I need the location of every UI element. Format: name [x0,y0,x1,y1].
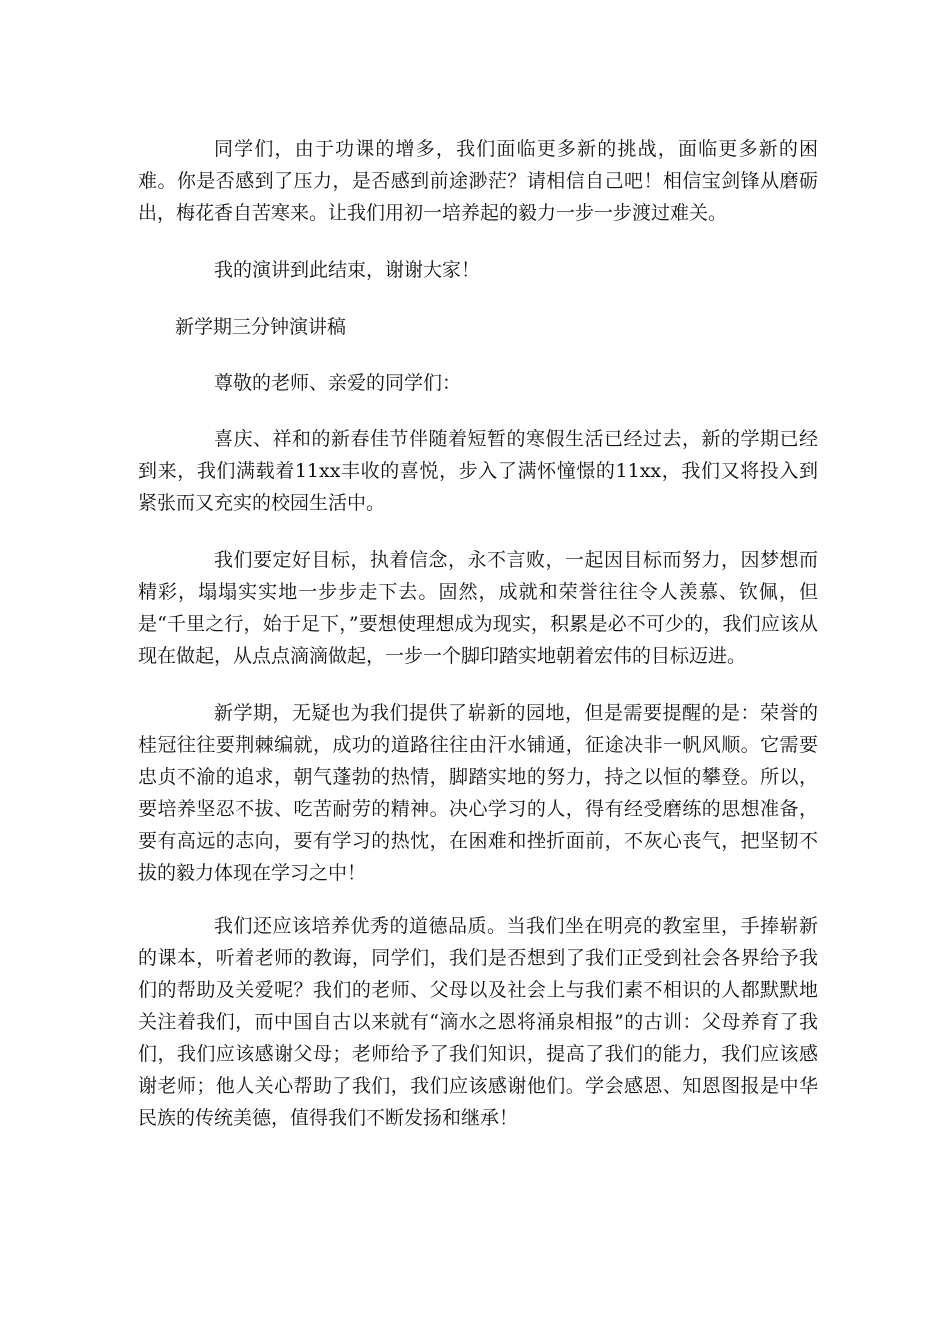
section-title: 新学期三分钟演讲稿 [175,316,347,338]
paragraph-gratitude: 我们还应该培养优秀的道德品质。当我们坐在明亮的教室里，手捧崭新的课本，听着老师的教诲，同学们，我们是否想到了我们正受到社会各界给予我们的帮助及关爱呢？我们的老师、父母以及社会上与我们素不相识的人都默默地关注着我们，而中国自古以来就有“滴水之恩将涌泉相报”的古训：父母养育了我们，我们应该感谢父母；老师给予了我们知识，提高了我们的能力，我们应该感谢老师；他人关心帮助了我们，我们应该感谢他们。学会感恩、知恩图报是中华民族的传统美德，值得我们不断发扬和继承！ [138,915,818,1129]
paragraph-challenges: 同学们，由于功课的增多，我们面临更多新的挑战，面临更多新的困难。你是否感到了压力，是否感到前途渺茫？请相信自己吧！相信宝剑锋从磨砺出，梅花香自苦寒来。让我们用初一培养起的毅力一步一步渡过难关。 [138,138,818,224]
paragraph-closing: 我的演讲到此结束，谢谢大家！ [214,259,481,281]
paragraph-new-term: 喜庆、祥和的新春佳节伴随着短暂的寒假生活已经过去，新的学期已经到来，我们满载着11xx丰收的喜悦，步入了满怀憧憬的11xx，我们又将投入到紧张而又充实的校园生活中。 [138,428,818,514]
paragraph-perseverance: 新学期，无疑也为我们提供了崭新的园地，但是需要提醒的是：荣誉的桂冠往往要荆棘编就，成功的道路往往由汗水铺通，征途决非一帆风顺。它需要忠贞不渝的追求，朝气蓬勃的热情，脚踏实地的努力，持之以恒的攀登。所以，要培养坚忍不拔、吃苦耐劳的精神。决心学习的人，得有经受磨练的思想准备，要有高远的志向，要有学习的热忱，在困难和挫折面前，不灰心丧气，把坚韧不拔的毅力体现在学习之中！ [138,702,818,884]
paragraph-goals: 我们要定好目标，执着信念，永不言败，一起因目标而努力，因梦想而精彩，塌塌实实地一步步走下去。固然，成就和荣誉往往令人羡慕、钦佩，但是“千里之行，始于足下，”要想使理想成为现实，积累是必不可少的，我们应该从现在做起，从点点滴滴做起，一步一个脚印踏实地朝着宏伟的目标迈进。 [138,549,818,667]
paragraph-salutation: 尊敬的老师、亲爱的同学们： [214,372,462,394]
